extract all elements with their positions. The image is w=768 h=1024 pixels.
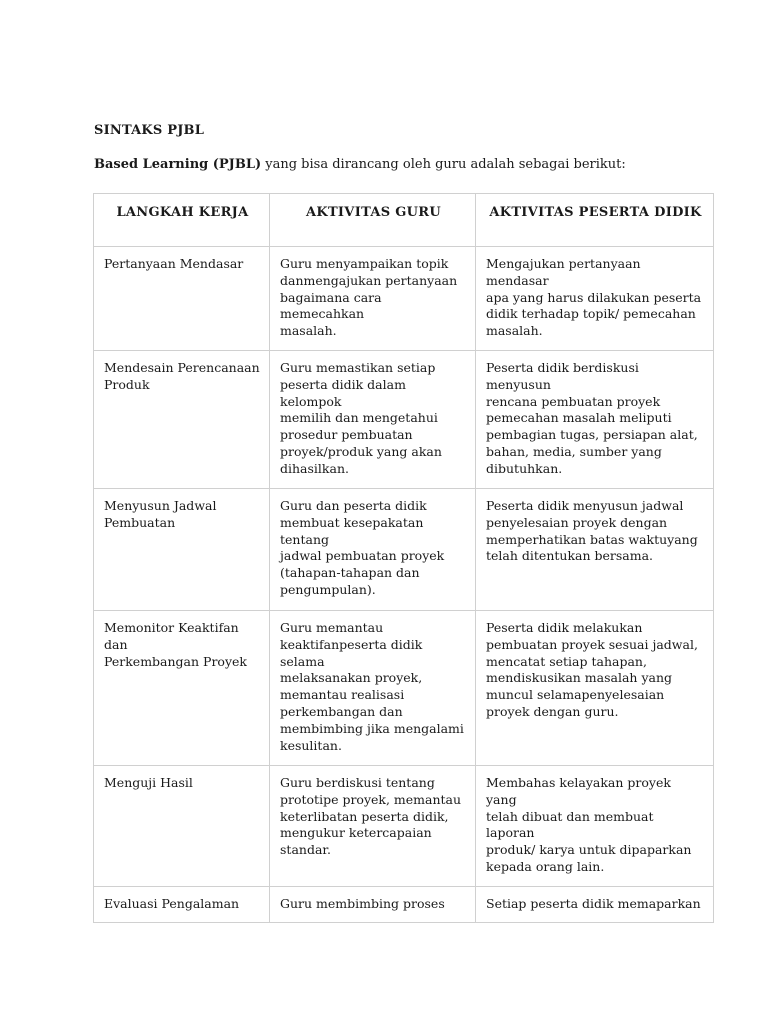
sintaks-table (93, 193, 714, 923)
cell-aktivitas-guru: Guru dan peserta didik membuat kesepakatan tentang jadwal pembuatan proyek (tahapan-tahapan dan pengumpulan). (270, 489, 476, 611)
header-langkah-kerja: LANGKAH KERJA (94, 194, 270, 247)
cell-aktivitas-siswa: Peserta didik menyusun jadwal penyelesaian proyek dengan memperhatikan batas waktuyang telah ditentukan bersama. (476, 489, 714, 611)
table-header-row (94, 194, 714, 247)
cell-aktivitas-guru: Guru membimbing proses (270, 887, 476, 923)
cell-langkah: Menguji Hasil (94, 766, 270, 887)
header-aktivitas-guru: AKTIVITAS GURU (270, 194, 476, 247)
cell-aktivitas-guru: Guru berdiskusi tentang prototipe proyek, memantau keterlibatan peserta didik, mengukur ketercapaian standar. (270, 766, 476, 887)
intro-text: yang bisa dirancang oleh guru adalah sebagai berikut: (261, 157, 626, 172)
table-row (94, 351, 714, 489)
cell-aktivitas-guru: Guru memantau keaktifanpeserta didik selama melaksanakan proyek, memantau realisasi perkembangan dan membimbing jika mengalami kesulitan. (270, 611, 476, 766)
cell-aktivitas-siswa: Peserta didik melakukan pembuatan proyek sesuai jadwal, mencatat setiap tahapan, mendiskusikan masalah yang muncul selamapenyelesaian proyek dengan guru. (476, 611, 714, 766)
cell-aktivitas-siswa: Membahas kelayakan proyek yang telah dibuat dan membuat laporan produk/ karya untuk dipaparkan kepada orang lain. (476, 766, 714, 887)
cell-aktivitas-guru: Guru memastikan setiap peserta didik dalam kelompok memilih dan mengetahui prosedur pembuatan proyek/produk yang akan dihasilkan. (270, 351, 476, 489)
table-row (94, 489, 714, 611)
cell-langkah: Mendesain Perencanaan Produk (94, 351, 270, 489)
cell-aktivitas-siswa: Peserta didik berdiskusi menyusun rencana pembuatan proyek pemecahan masalah meliputi pembagian tugas, persiapan alat, bahan, media, sumber yang dibutuhkan. (476, 351, 714, 489)
cell-langkah: Evaluasi Pengalaman (94, 887, 270, 923)
document-heading: SINTAKS PJBL (94, 123, 205, 138)
cell-langkah: Menyusun Jadwal Pembuatan (94, 489, 270, 611)
cell-langkah: Pertanyaan Mendasar (94, 247, 270, 351)
cell-langkah: Memonitor Keaktifan dan Perkembangan Proyek (94, 611, 270, 766)
intro-bold-text: Based Learning (PJBL) (94, 157, 262, 172)
cell-aktivitas-guru: Guru menyampaikan topik danmengajukan pertanyaan bagaimana cara memecahkan masalah. (270, 247, 476, 351)
cell-aktivitas-siswa: Setiap peserta didik memaparkan (476, 887, 714, 923)
cell-aktivitas-siswa: Mengajukan pertanyaan mendasar apa yang harus dilakukan peserta didik terhadap topik/ pemecahan masalah. (476, 247, 714, 351)
table-row (94, 766, 714, 887)
intro-paragraph (94, 157, 626, 172)
table-row (94, 887, 714, 923)
header-aktivitas-peserta-didik: AKTIVITAS PESERTA DIDIK (476, 194, 714, 247)
table-row (94, 611, 714, 766)
table-row (94, 247, 714, 351)
